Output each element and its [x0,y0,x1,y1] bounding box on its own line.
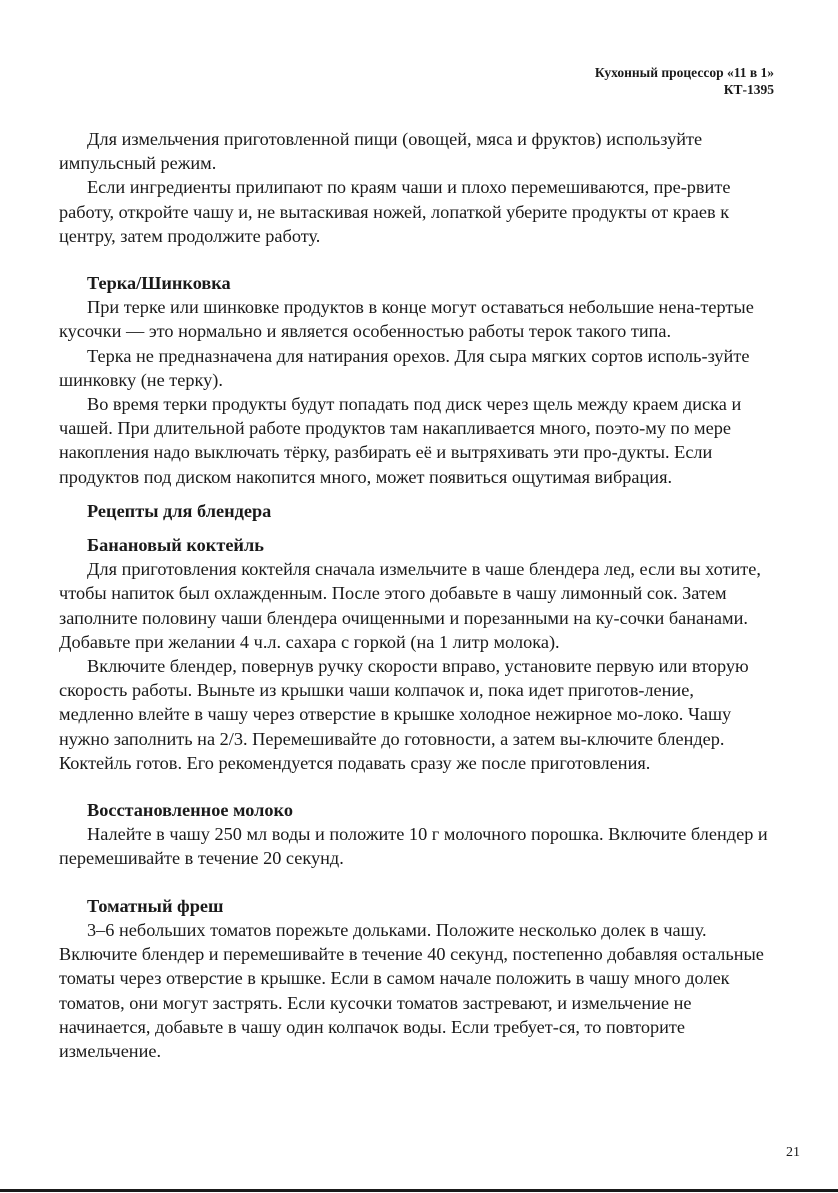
banana-paragraph-1: Для приготовления коктейля сначала измельчите в чаше блендера лед, если вы хотите, чтобы напиток был охлажденным. После этого добавьте в чашу лимонный сок. Затем заполните половину чаши блендера очищенными и порезанными на ку-сочки бананами. Добавьте при желании 4 ч.л. сахара с горкой (на 1 литр молока). [59,559,761,652]
page-content [59,127,769,1063]
milk-section [59,798,769,871]
page-number: 21 [786,1145,800,1160]
tomato-section [59,894,769,1063]
grater-paragraph-1: При терке или шинковке продуктов в конце могут оставаться небольшие нена-тертые кусочки — это нормально и является особенностью работы терок такого типа. [59,297,754,342]
intro-paragraph-1: Для измельчения приготовленной пищи (овощей, мяса и фруктов) используйте импульсный режим. [59,129,703,174]
tomato-heading: Томатный фреш [87,895,224,916]
milk-paragraph-1: Налейте в чашу 250 мл воды и положите 10 г молочного порошка. Включите блендер и перемешивайте в течение 20 секунд. [59,824,768,869]
intro-paragraph-2: Если ингредиенты прилипают по краям чаши и плохо перемешиваются, пре-рвите работу, откройте чашу и, не вытаскивая ножей, лопаткой уберите продукты от краев к центру, затем продолжите работу. [59,177,731,246]
page-header [595,64,774,98]
header-model-number: КТ-1395 [723,82,774,97]
bottom-rule [0,1189,838,1192]
recipes-heading: Рецепты для блендера [87,500,272,521]
tomato-paragraph-1: 3–6 небольших томатов порежьте дольками. Положите несколько долек в чашу. Включите блендер и перемешивайте в течение 40 секунд, постепенно добавляя остальные томаты через отверстие в крышке. Если в самом начале положить в чашу много долек томатов, они могут застрять. Если кусочки томатов застревают, и измельчение не начинается, добавьте в чашу один колпачок воды. Если требует-ся, то повторите измельчение. [59,919,764,1061]
banana-paragraph-2: Включите блендер, повернув ручку скорости вправо, установите первую или вторую скорость работы. Выньте из крышки чаши колпачок и, пока идет приготов-ление, медленно влейте в чашу через отверстие в крышке холодное нежирное мо-локо. Чашу нужно заполнить на 2/3. Перемешивайте до готовности, а затем вы-ключите блендер. Коктейль готов. Его рекомендуется подавать сразу же после приготовления. [59,656,749,773]
grater-heading: Терка/Шинковка [87,273,231,294]
banana-section [59,533,769,775]
banana-heading: Банановый коктейль [87,535,264,556]
recipes-section [59,499,769,523]
grater-paragraph-2: Терка не предназначена для натирания орехов. Для сыра мягких сортов исполь-зуйте шинковку (не терку). [59,345,750,390]
header-product-title: Кухонный процессор «11 в 1» [594,65,774,80]
milk-heading: Восстановленное молоко [87,800,293,821]
grater-paragraph-3: Во время терки продукты будут попадать под диск через щель между краем диска и чашей. При длительной работе продуктов там накапливается много, поэто-му по мере накопления надо выключать тёрку, разбирать её и вытряхивать эти про-дукты. Если продуктов под диском накопится много, может появиться ощутимая вибрация. [59,394,742,487]
intro-section [59,127,769,248]
grater-section [59,271,769,489]
